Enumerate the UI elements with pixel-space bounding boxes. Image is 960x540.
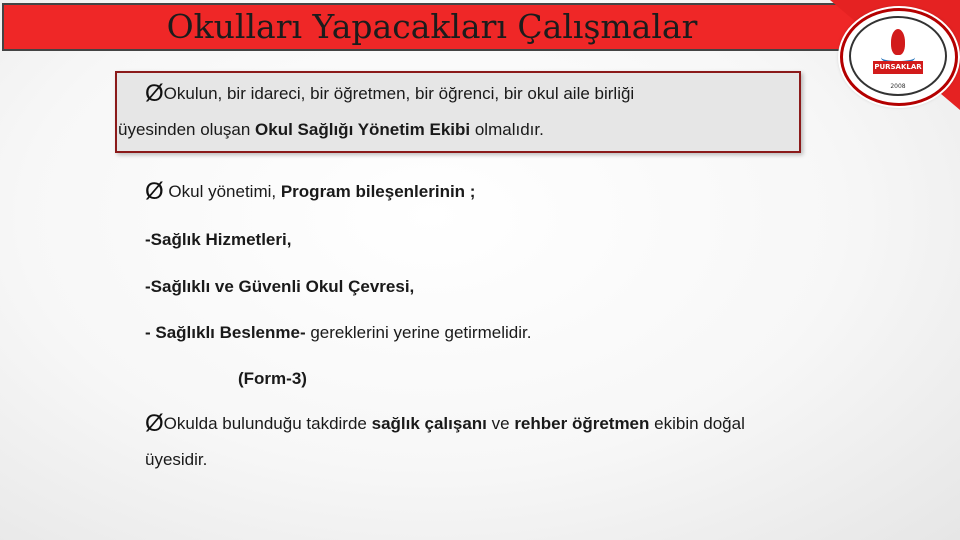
nutrition-text: gereklerini yerine getirmelidir. [305,323,532,342]
bullet-3-mid: ve [486,414,515,433]
bullet-1-tail: olmalıdır. [470,120,544,139]
form-reference: (Form-3) [238,369,307,388]
bullet-2-bold: Program bileşenlerinin ; [280,182,476,201]
logo-year: 2008 [890,83,906,90]
bullet-2 [145,178,475,206]
bullet-1-line2 [118,120,798,140]
arrow-bullet-icon: Ø [145,80,164,107]
arrow-bullet-icon: Ø [145,178,164,205]
school-logo [840,8,958,106]
line-safe-environment: -Sağlıklı ve Güvenli Okul Çevresi, [145,277,415,296]
bullet-1-text: üyesinden oluşan [118,120,256,139]
bullet-3 [145,410,925,438]
bullet-3-line2: üyesidir. [145,450,208,469]
bullet-3-bold2: rehber öğretmen [514,414,650,433]
bullet-3-bold1: sağlık çalışanı [371,414,487,433]
arrow-bullet-icon: Ø [145,410,164,437]
line-health-services: -Sağlık Hizmetleri, [145,230,292,249]
line-nutrition [145,323,531,343]
bullet-3-post: ekibin doğal [649,414,745,433]
slide-title: Okulları Yapacakları Çalışmalar [166,7,698,46]
bullet-3-pre: Okulda bulunduğu takdirde [163,414,372,433]
title-bar [2,3,862,51]
bullet-1-bold: Okul Sağlığı Yönetim Ekibi [255,120,471,139]
bullet-2-text: Okul yönetimi, [168,182,281,201]
bullet-1 [145,80,795,108]
nutrition-bold: - Sağlıklı Beslenme- [145,323,306,342]
logo-banner: PURSAKLAR [873,61,923,74]
bullet-1-line1: Okulun, bir idareci, bir öğretmen, bir öğrenci, bir okul aile birliği [163,84,635,103]
